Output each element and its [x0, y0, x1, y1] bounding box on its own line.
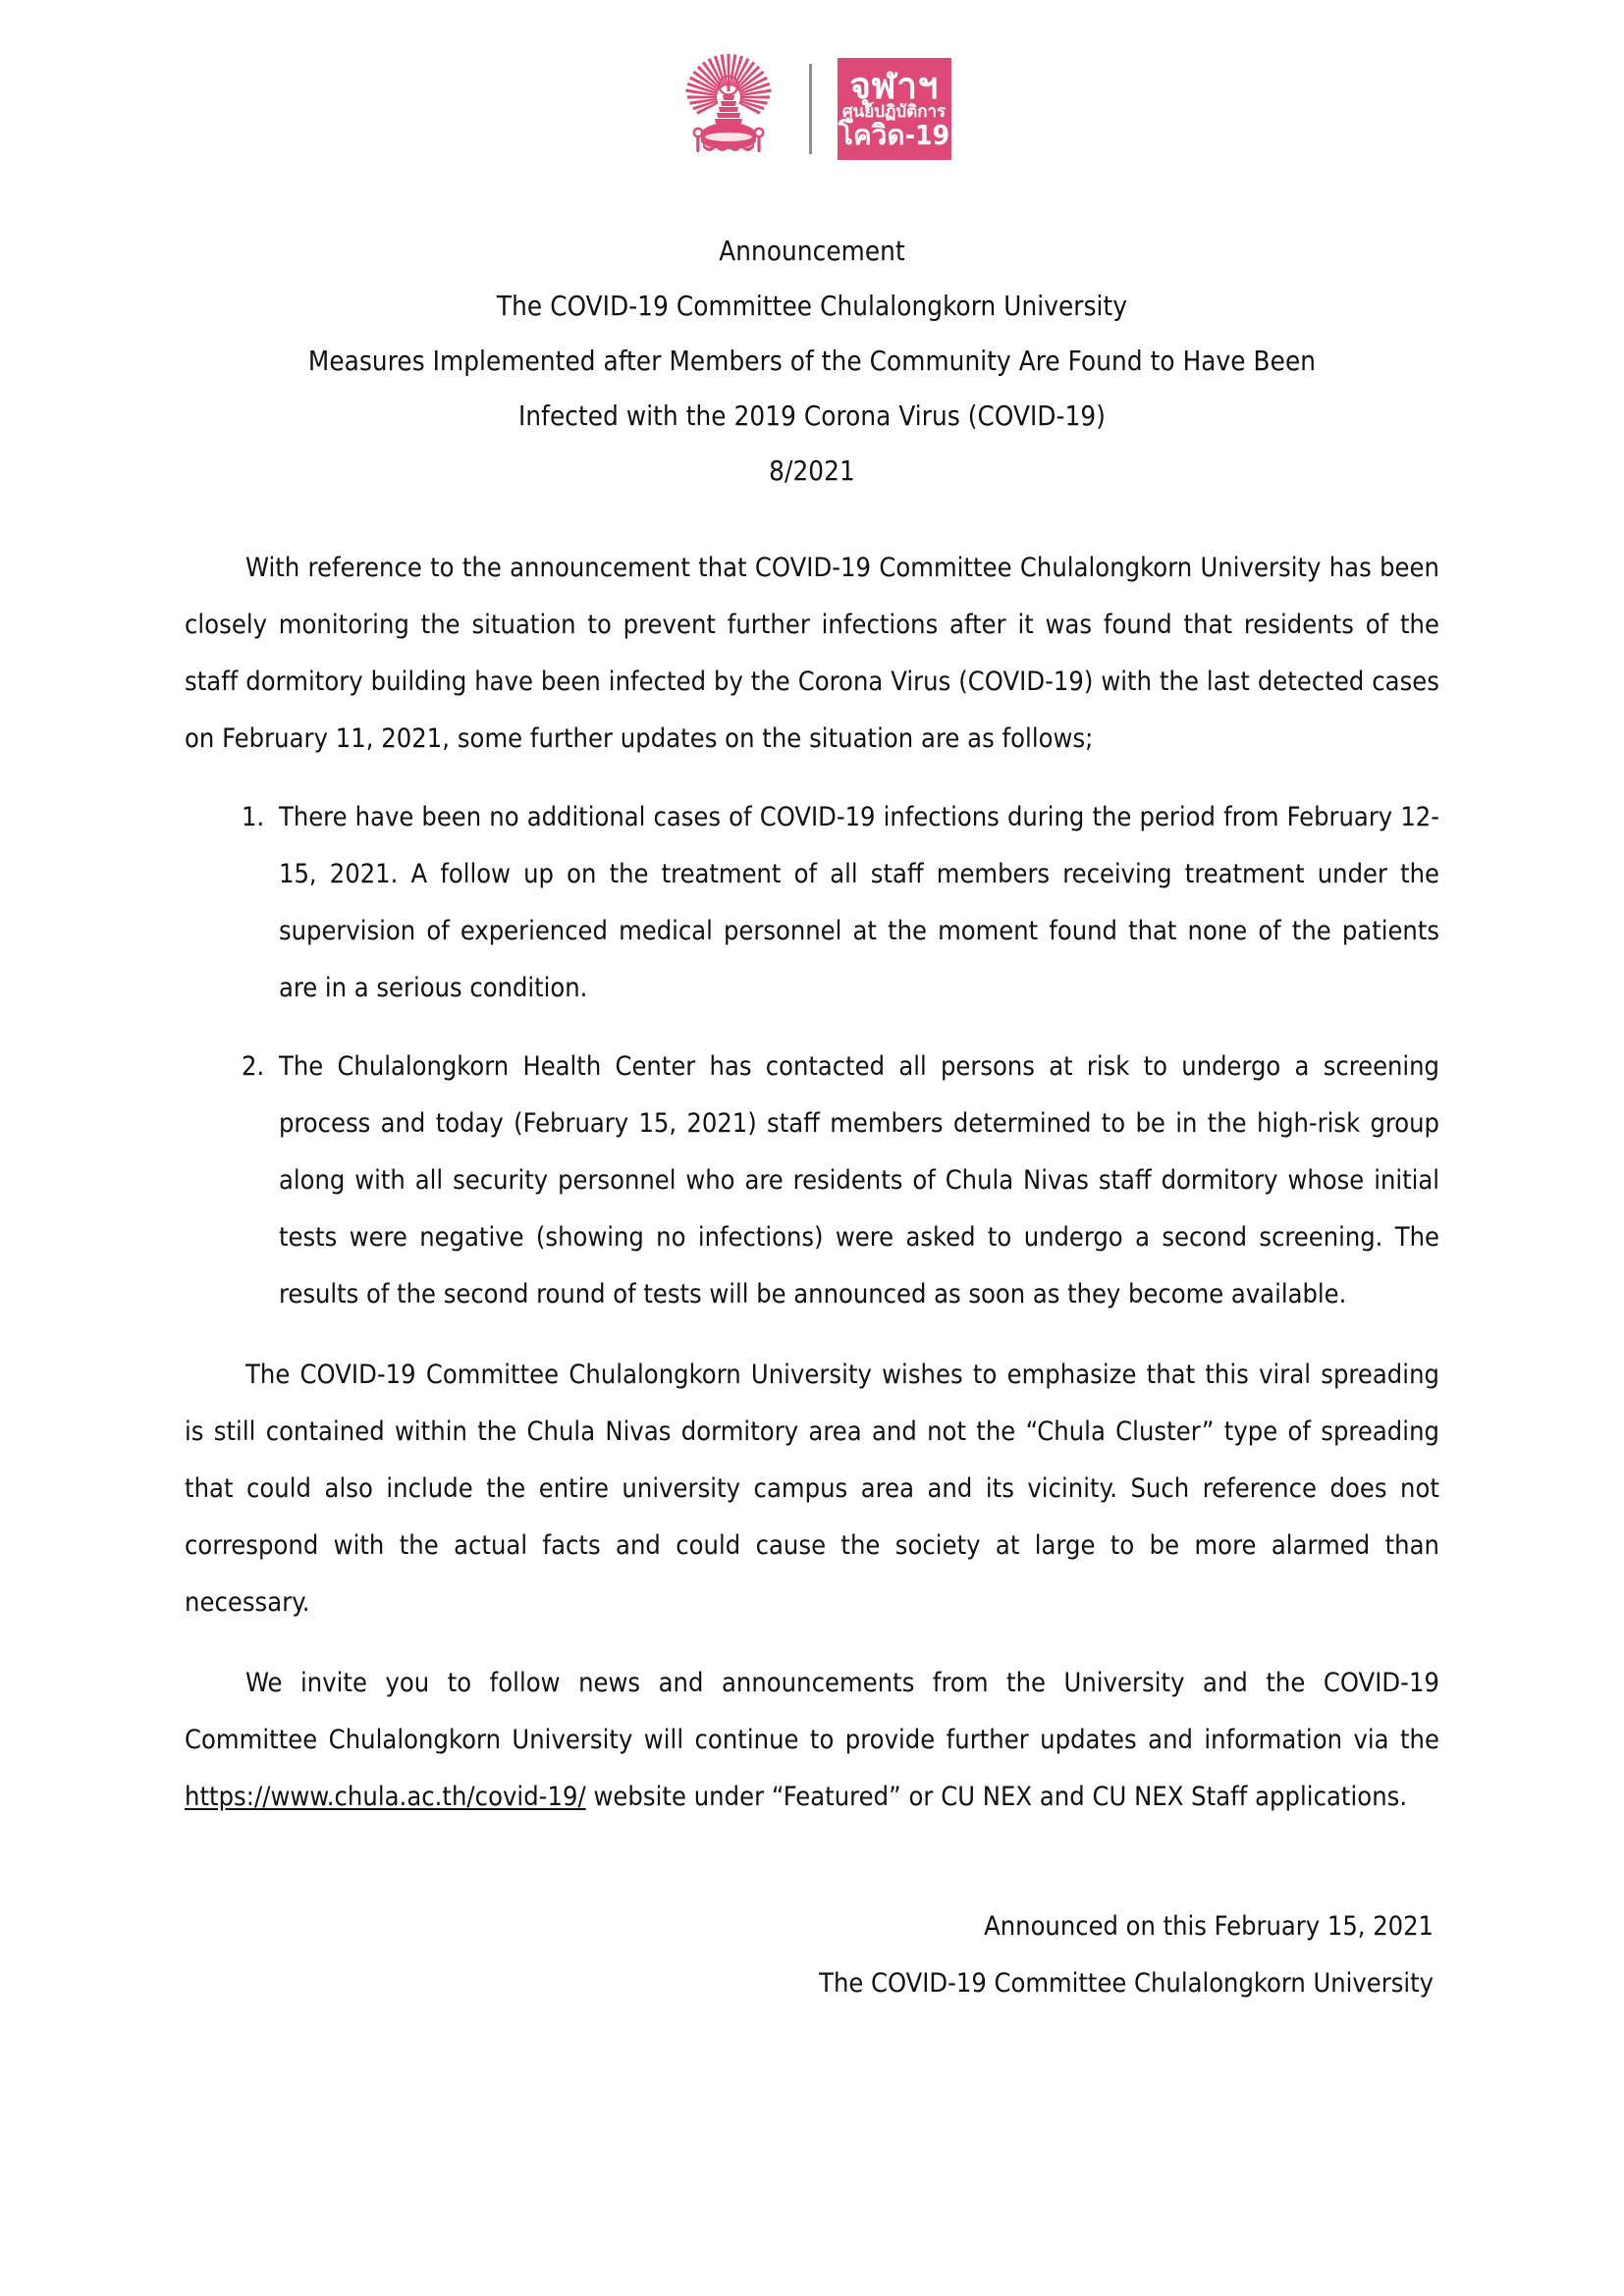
signature-date: Announced on this February 15, 2021 [984, 1911, 1434, 1942]
list-item [185, 789, 1439, 1017]
list-item-text: There have been no additional cases of COVID-19 infections during the period from February 12-15, 2021. A follow up on the treatment of all staff members receiving treatment under the supervision of experienced medical personnel at the moment found that none of the patients are in a serious condition. [279, 802, 1439, 1003]
covid-operation-center-logo [838, 58, 951, 160]
paragraph-intro: With reference to the announcement that COVID-19 Committee Chulalongkorn University has been closely monitoring the situation to prevent further infections after it was found that residents of the staff dormitory building have been infected by the Corona Virus (COVID-19) with the last detected cases on February 11, 2021, some further updates on the situation are as follows; [185, 553, 1439, 754]
title-line-measures: Measures Implemented after Members of the Community Are Found to Have Been [307, 346, 1317, 377]
paragraph-follow-text-before: We invite you to follow news and announcements from the University and the COVID-19 Committee Chulalongkorn University will continue to provide further updates and information via the [185, 1668, 1439, 1755]
covid-website-link[interactable]: https://www.chula.ac.th/covid-19/ [185, 1782, 586, 1812]
paragraph-follow-block [185, 1655, 1439, 1826]
signature-block [185, 1898, 1439, 2012]
logo-divider [809, 64, 812, 154]
covid-logo-line-3: โควิด-19 [838, 119, 950, 152]
list-item-text: The Chulalongkorn Health Center has contacted all persons at risk to undergo a screening process and today (February 15, 2021) staff members determined to be in the high-risk group along with all security personnel who are residents of Chula Nivas staff dormitory whose initial tests were negative (showing no infections) were asked to undergo a second screening. The results of the second round of tests will be announced as soon as they become available. [279, 1051, 1439, 1309]
document-sheet [0, 224, 1624, 2012]
paragraph-emphasis: The COVID-19 Committee Chulalongkorn University wishes to emphasize that this viral spreading is still contained within the Chula Nivas dormitory area and not the “Chula Cluster” type of spreading that could also include the entire university campus area and its vicinity. Such reference does not correspond with the actual facts and could cause the society at large to be more alarmed than necessary. [185, 1360, 1439, 1618]
title-line-announcement: Announcement [719, 236, 905, 267]
paragraph-emphasis-block [185, 1347, 1439, 1631]
title-line-infected: Infected with the 2019 Corona Virus (COVID-19) [517, 400, 1107, 432]
title-line-committee: The COVID-19 Committee Chulalongkorn University [496, 291, 1128, 322]
title-line-number: 8/2021 [769, 455, 855, 487]
header-logo-band [0, 0, 1624, 167]
list-item [185, 1039, 1439, 1323]
list-item-marker: 2. [242, 1051, 265, 1082]
list-item-marker: 1. [242, 802, 265, 832]
covid-logo-line-1: จุฬาฯ [849, 64, 939, 107]
paragraph-follow-text-after: website under “Featured” or CU NEX and CU NEX Staff applications. [585, 1782, 1408, 1812]
chulalongkorn-university-emblem-icon [674, 52, 784, 166]
title-block [185, 224, 1439, 499]
signature-authority: The COVID-19 Committee Chulalongkorn University [819, 1968, 1434, 1999]
paragraph-follow [185, 1655, 1439, 1826]
title-body-spacer [185, 499, 1439, 540]
covid-logo-line-2: ศูนย์ปฏิบัติการ [841, 102, 947, 123]
measures-list [185, 789, 1439, 1323]
